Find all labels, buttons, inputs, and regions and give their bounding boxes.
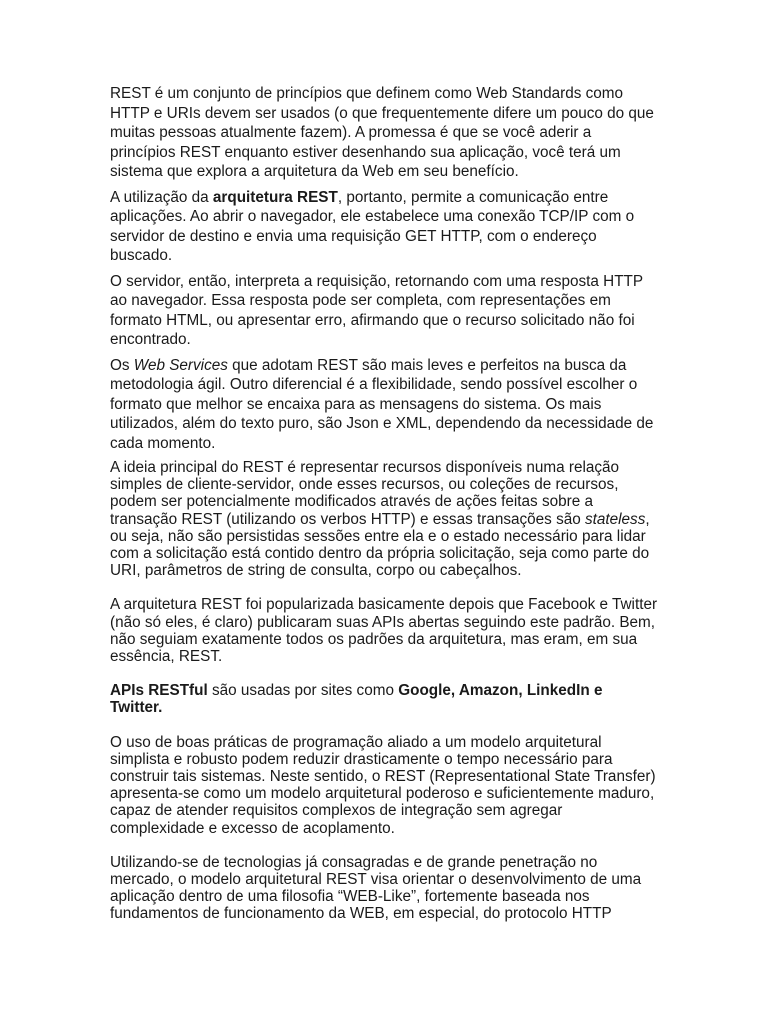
paragraph-main-idea — [110, 459, 658, 579]
text-run: A utilização da — [110, 188, 213, 206]
paragraph-server-response: O servidor, então, interpreta a requisição, retornando com uma resposta HTTP ao navegador. Essa resposta pode ser completa, com representações em formato HTML, ou apresentar erro, afirmando que o recurso solicitado não foi encontrado. — [110, 272, 643, 348]
bold-term-arquitetura-rest: arquitetura REST — [212, 188, 338, 206]
paragraph-best-practices: O uso de boas práticas de programação aliado a um modelo arquitetural simplista e robusto podem reduzir drasticamente o tempo necessário para construir tais sistemas. Neste sentido, o REST (Representational State Transfer) apresenta-se como um modelo arquitetural poderoso e suficientemente maduro, capaz de atender requisitos complexos de integração sem agregar complexidade e excesso de acoplamento. — [110, 733, 656, 837]
italic-term-web-services: Web Services — [133, 356, 228, 374]
text-run: , ou seja, não são persistidas sessões entre ela e o estado necessário para lidar com a solicitação está contido dentro da própria solicitação, seja como parte do URI, parâmetros de string de consulta, corpo ou cabeçalhos. — [110, 510, 650, 580]
italic-term-stateless: stateless — [584, 510, 646, 528]
link-metodologia-agil[interactable]: metodologia ágil — [110, 376, 222, 393]
paragraph-popularized: A arquitetura REST foi popularizada basicamente depois que Facebook e Twitter (não só eles, é claro) publicaram suas APIs abertas seguindo este padrão. Bem, não seguiam exatamente todos os padrões da arquitetura, mas eram, em sua essência, REST. — [110, 596, 658, 666]
document-body — [110, 84, 658, 923]
text-run: A ideia principal do REST é representar recursos disponíveis numa relação simples de cliente-servidor, onde esses recursos, ou coleções de recursos, podem ser potencialmente modificados através de ações feitas sobre a transação REST (utilizando os verbos HTTP) e essas transações são — [110, 459, 620, 528]
paragraph-web-services — [110, 356, 658, 454]
text-run: que adotam REST são mais leves e perfeitos na busca da — [227, 356, 627, 374]
text-run: , portanto, permite a comunicação entre aplicações. Ao abrir o navegador, ele estabelece uma conexão TCP/IP com o servidor de destino e envia uma requisição GET HTTP, com o endereço buscado. — [110, 188, 635, 264]
text-run: são usadas por sites como — [207, 682, 399, 700]
paragraph-restful-apis — [110, 682, 658, 716]
text-run: Os — [110, 356, 134, 374]
paragraph-web-like: Utilizando-se de tecnologias já consagradas e de grande penetração no mercado, o modelo arquitetural REST visa orientar o desenvolvimento de uma aplicação dentro de uma filosofia “WEB-Like”, fortemente baseada nos fundamentos de funcionamento da WEB, em especial, do protocolo HTTP — [110, 853, 642, 923]
bold-term-apis-restful: APIs RESTful — [110, 682, 208, 700]
paragraph-rest-intro: REST é um conjunto de princípios que definem como Web Standards como HTTP e URIs devem ser usados (o que frequentemente difere um pouco do que muitas pessoas atualmente fazem). A promessa é que se você aderir a princípios REST enquanto estiver desenhando sua aplicação, você terá um sistema que explora a arquitetura da Web em seu benefício. — [110, 85, 654, 180]
text-run: . Outro diferencial é a flexibilidade, sendo possível escolher o formato que melhor se encaixa para as mensagens do sistema. Os mais utilizados, além do texto puro, são Json e XML, dependendo da necessidade de cada momento. — [110, 376, 654, 452]
bold-term-companies: Google, Amazon, LinkedIn e Twitter. — [110, 682, 603, 717]
paragraph-rest-architecture — [110, 188, 658, 266]
